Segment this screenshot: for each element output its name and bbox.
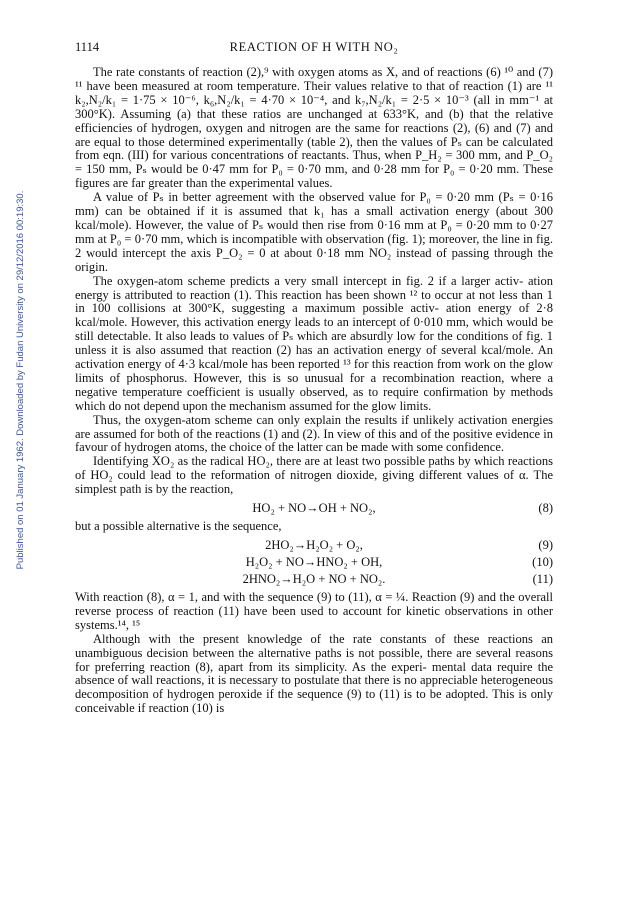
running-title: REACTION OF H WITH NO₂ — [229, 40, 399, 54]
download-notice-text: Published on 01 January 1962. Downloaded by Fudan University on 29/12/2016 00:19:30. — [15, 190, 26, 570]
equation-number: (8) — [538, 501, 553, 516]
equation-number: (11) — [532, 572, 553, 586]
page-header — [75, 40, 553, 56]
article-body — [75, 66, 553, 716]
equation-10 — [75, 554, 553, 571]
paragraph-preferring-reaction-8: Although with the present knowledge of the rate constants of these reactions an unambiguous decision between the alternative paths is not possible, there are several reasons for preferring reaction (8), apart from its simplicity. As the experi- mental data require the absence of wall reactions, it is necessary to postulate that there is no appreciable heterogeneous decomposition of hydrogen peroxide if the sequence (9) to (11) is to be adopted. This is only conceivable if reaction (10) is — [75, 631, 553, 716]
paragraph-alpha-values: With reaction (8), α = 1, and with the sequence (9) to (11), α = ¼. Reaction (9) and the overall reverse process of reaction (11) have been used to account for kinetic observations in other systems.¹⁴, ¹⁵ — [75, 590, 553, 632]
paragraph-rate-constants: The rate constants of reaction (2),⁹ with oxygen atoms as X, and of reactions (6) ¹⁰ and (7) ¹¹ have been measured at room temperature. Their values relative to that of reaction (1) are ¹¹ k₂,N₂/k₁ = 1·75 × 10⁻⁶, k₆,N₂/k₁ = 4·70 × 10⁻⁴, and k₇,N₂/k₁ = 2·5 × 10⁻³ (all in mm⁻¹ at 300°K). Assuming (a) that these ratios are unchanged at 633°K, and (b) that the relative efficiencies of hydrogen, oxygen and nitrogen are the same for reactions (2), (6) and (7) and are equal to those determined experimentally (table 2), then the values of Pₛ can be calculated from eqn. (III) for various concentrations of reactants. Thus, when P_H₂ = 300 mm, and P_O₂ = 150 mm, Pₛ would be 0·47 mm for P₀ = 0·70 mm, and 0·28 mm for P₀ = 0·20 mm. These figures are far greater than the experimental values. — [75, 65, 553, 191]
download-notice — [3, 60, 26, 700]
equation-expression: HO₂ + NO→OH + NO₂, — [252, 501, 376, 516]
equation-expression: 2HNO₂→H₂O + NO + NO₂. — [242, 572, 386, 586]
paragraph-ho2-paths: Identifying XO₂ as the radical HO₂, there are at least two possible paths by which reactions of HO₂ could lead to the reformation of nitrogen dioxide, giving different values of α. The simplest path is by the reaction, — [75, 454, 553, 497]
paragraph-alternative: but a possible alternative is the sequence, — [75, 519, 282, 534]
equation-number: (10) — [532, 555, 553, 569]
paragraph-activation-energy: A value of Pₛ in better agreement with the observed value for P₀ = 0·20 mm (Pₛ = 0·16 mm) can be obtained if it is assumed that k₁ has a small activation energy (about 300 kcal/mole). However, the value of Pₛ would then rise from 0·16 mm at P₀ = 0·20 mm to 0·27 mm at P₀ = 0·70 mm, which is incompatible with observation (fig. 1); moreover, the line in fig. 2 would intercept the axis P_O₂ = 0 at about 0·18 mm NO₂ instead of passing through the origin. — [75, 190, 553, 274]
equation-number: (9) — [538, 538, 553, 552]
equation-11 — [75, 571, 553, 588]
equation-9 — [75, 537, 553, 554]
paragraph-oxygen-atom-scheme: The oxygen-atom scheme predicts a very small intercept in fig. 2 if a larger activ- ation energy is attributed to reaction (1). This reaction has been shown ¹² to occur at not less than 1 in 100 collisions at 300°K, suggesting a maximum possible activ- ation energy of 2·8 kcal/mole. However, this activation energy leads to an intercept of 0·010 mm, which would be still detectable. It also leads to values of Pₛ which are absurdly low for the conditions of fig. 1 unless it is also assumed that reaction (2) has an activation energy of several kcal/mole. An activation energy of 4·3 kcal/mole has been reported ¹³ for this reaction from work on the glow limits of phosphorus. However, this is so unusual for a recombination reaction, where a negative temperature coefficient is usually observed, as to require confirmation by methods which do not depend upon the mechanism assumed for the glow limits. — [75, 273, 553, 413]
paragraph-conclusion: Thus, the oxygen-atom scheme can only explain the results if unlikely activation energies are assumed for both of the reactions (1) and (2). In view of this and of the positive evidence in favour of hydrogen atoms, the choice of the latter can be made with some confidence. — [75, 412, 553, 455]
page-number: 1114 — [75, 40, 100, 54]
equation-expression: H₂O₂ + NO→HNO₂ + OH, — [245, 555, 383, 569]
equation-expression: 2HO₂→H₂O₂ + O₂, — [265, 538, 363, 552]
equation-8 — [75, 500, 553, 517]
